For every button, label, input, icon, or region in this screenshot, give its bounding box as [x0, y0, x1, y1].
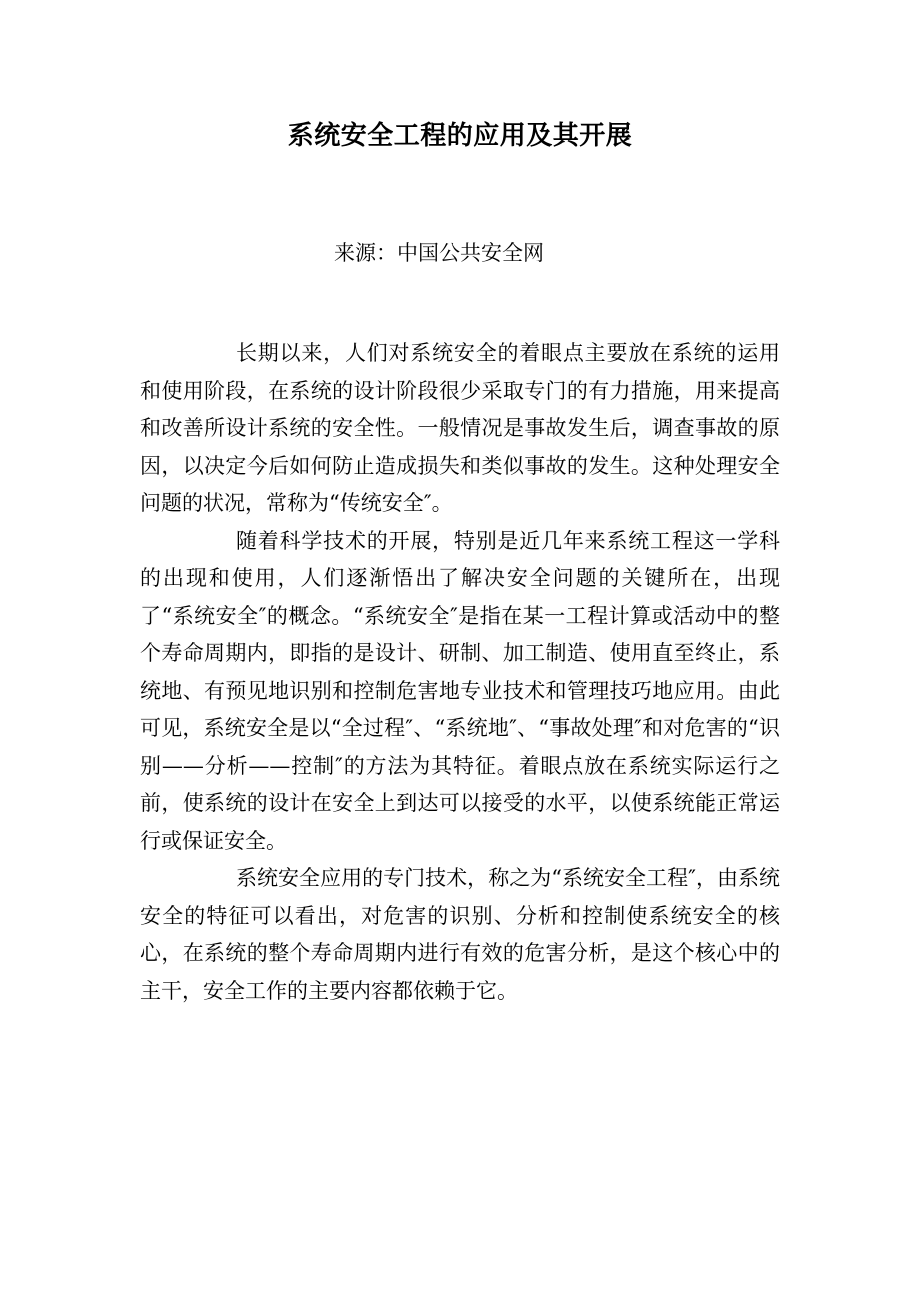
paragraph-2: 随着科学技术的开展，特别是近几年来系统工程这一学科的出现和使用，人们逐渐悟出了解决安全问题的关键所在，出现了“系统安全″的概念。“系统安全″是指在某一工程计算或活动中的整个寿命周期内，即指的是设计、研制、加工制造、使用直至终止，系统地、有预见地识别和控制危害地专业技术和管理技巧地应用。由此可见，系统安全是以“全过程″、“系统地″、“事故处理″和对危害的“识别——分析——控制″的方法为其特征。着眼点放在系统实际运行之前，使系统的设计在安全上到达可以接受的水平，以使系统能正常运行或保证安全。	[140, 528, 780, 853]
document-body	[140, 335, 780, 1010]
document-source: 来源：中国公共安全网	[334, 241, 544, 265]
document-title: 系统安全工程的应用及其开展	[287, 121, 633, 151]
paragraph-1: 长期以来，人们对系统安全的着眼点主要放在系统的运用和使用阶段，在系统的设计阶段很少采取专门的有力措施，用来提高和改善所设计系统的安全性。一般情况是事故发生后，调查事故的原因，以决定今后如何防止造成损失和类似事故的发生。这种处理安全问题的状况，常称为“传统安全″。	[140, 341, 780, 515]
paragraph-3: 系统安全应用的专门技术，称之为“系统安全工程″，由系统安全的特征可以看出，对危害的识别、分析和控制使系统安全的核心，在系统的整个寿命周期内进行有效的危害分析，是这个核心中的主干，安全工作的主要内容都依赖于它。	[140, 866, 780, 1003]
